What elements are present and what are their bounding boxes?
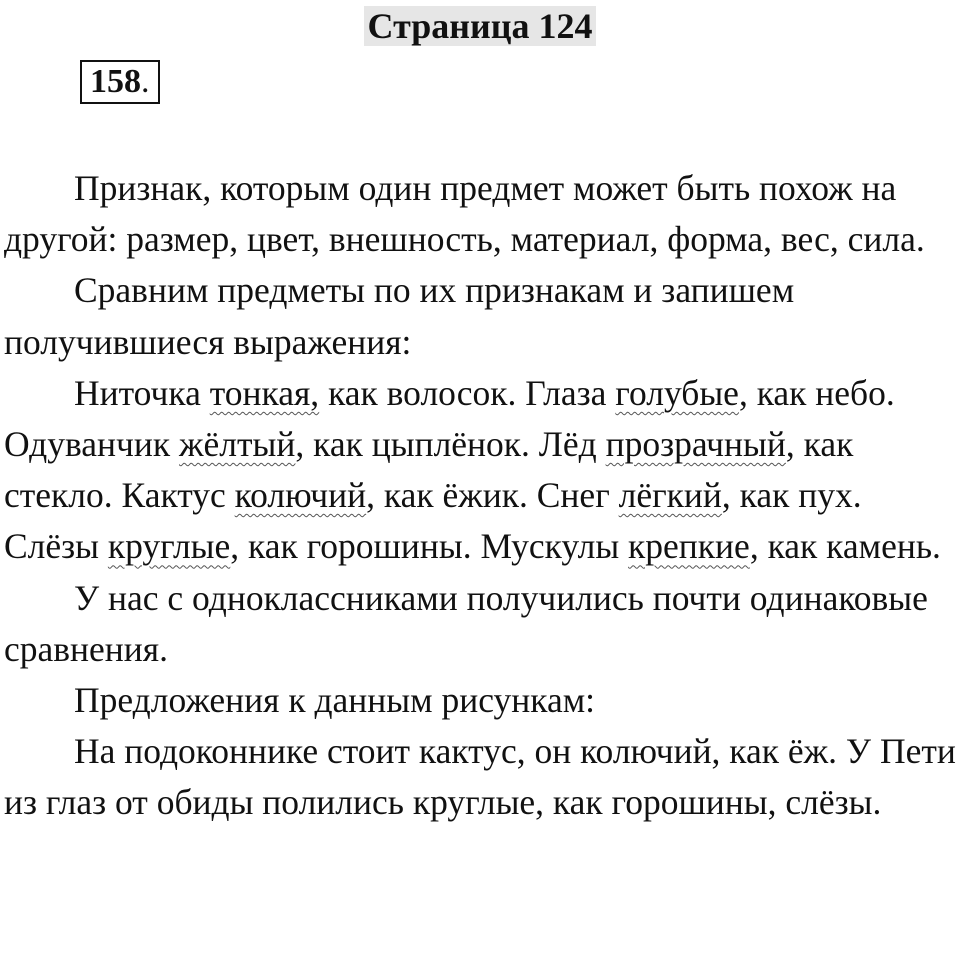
text-segment: , как камень. bbox=[749, 526, 941, 567]
page-title bbox=[0, 4, 960, 48]
task-number-dot: . bbox=[141, 63, 150, 100]
adjective-underlined: лёгкий bbox=[618, 475, 722, 516]
answer-text bbox=[4, 163, 956, 829]
task-number-box bbox=[80, 60, 160, 104]
paragraph-classmates: У нас с одноклассниками получились почти одинаковые сравнения. bbox=[4, 577, 928, 669]
text-segment: , как небо. Одуванчик bbox=[4, 372, 895, 465]
text-segment: , как горошины. Мускулы bbox=[230, 526, 629, 567]
text-segment: , как ёжик. Снег bbox=[366, 475, 619, 516]
paragraph-comparisons bbox=[4, 368, 956, 573]
adjective-underlined: голубые bbox=[615, 372, 739, 413]
adjective-underlined: круглые bbox=[107, 526, 231, 567]
adjective-underlined: тонкая, bbox=[209, 372, 320, 413]
text-segment: , как пух. Слёзы bbox=[4, 475, 862, 567]
text-segment: Ниточка bbox=[74, 372, 210, 413]
adjective-underlined: жёлтый bbox=[179, 424, 296, 465]
task-number: 158 bbox=[90, 63, 141, 100]
text-segment: , как стекло. Кактус bbox=[4, 424, 854, 516]
adjective-underlined: крепкие bbox=[628, 526, 750, 567]
paragraph-sentences: На подоконнике стоит кактус, он колючий, как ёж. У Пети из глаз от обиды полились круглые, как горошины, слёзы. bbox=[4, 731, 956, 823]
text-segment: как волосок. Глаза bbox=[319, 372, 616, 413]
paragraph-intro: Сравним предметы по их признакам и запишем получившиеся выражения: bbox=[4, 270, 795, 362]
adjective-underlined: колючий bbox=[234, 475, 367, 516]
paragraph-pictures-heading: Предложения к данным рисункам: bbox=[74, 680, 596, 721]
adjective-underlined: прозрачный bbox=[605, 424, 786, 465]
text-segment: , как цыплёнок. Лёд bbox=[295, 424, 606, 465]
page-title-text: Страница 124 bbox=[364, 6, 597, 46]
paragraph-definition: Признак, которым один предмет может быть похож на другой: размер, цвет, внешность, материал, форма, вес, сила. bbox=[4, 168, 925, 260]
